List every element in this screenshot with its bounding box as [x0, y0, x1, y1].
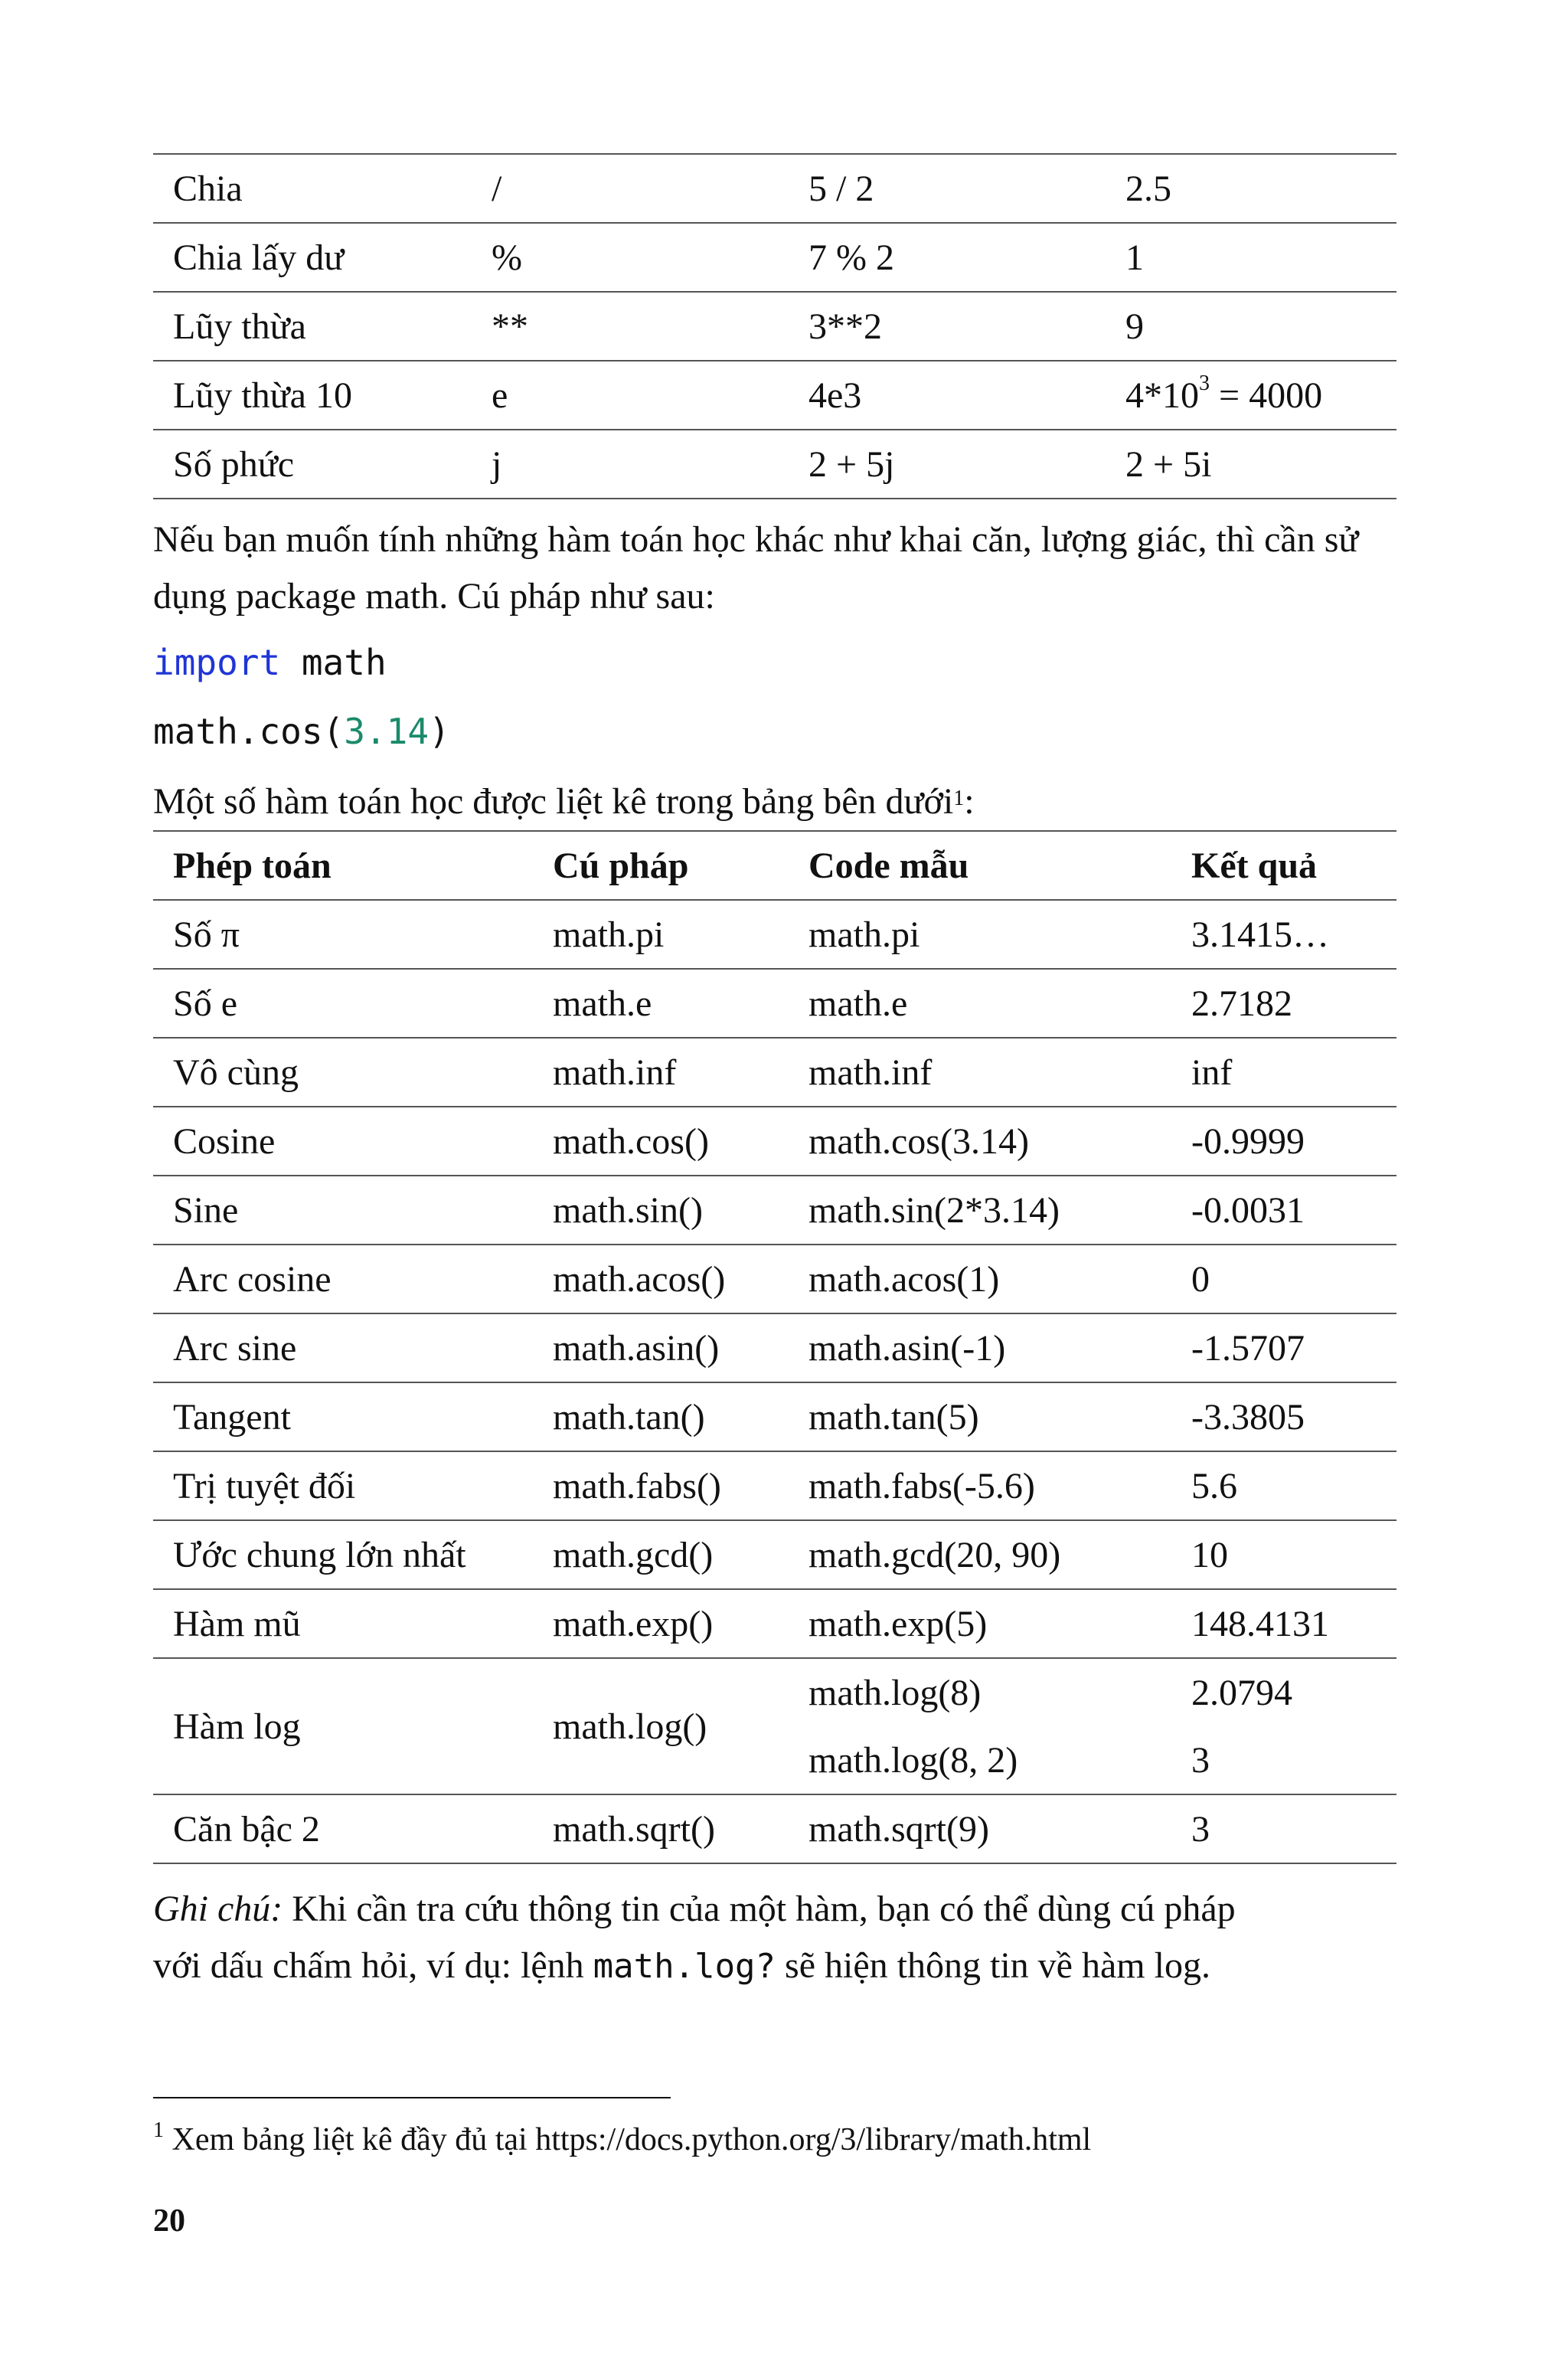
- syntax-cell: math.tan(): [533, 1382, 789, 1451]
- table-row: [153, 292, 1396, 361]
- table-row: [153, 223, 1396, 292]
- example-cell: math.tan(5): [789, 1382, 1171, 1451]
- table-row: [153, 1794, 1396, 1863]
- example-cell: 5 / 2: [789, 154, 1106, 223]
- note-line-2: [153, 1938, 1424, 1995]
- result-cell: 10: [1171, 1520, 1396, 1589]
- note-text: với dấu chấm hỏi, ví dụ: lệnh: [153, 1945, 593, 1986]
- table-row: [153, 1245, 1396, 1313]
- operators-table: [153, 153, 1396, 499]
- example-cell: math.fabs(-5.6): [789, 1451, 1171, 1520]
- op-cell: Chia: [153, 154, 472, 223]
- example-cell: math.pi: [789, 900, 1171, 969]
- result-cell: -3.3805: [1171, 1382, 1396, 1451]
- op-cell: Căn bậc 2: [153, 1794, 533, 1863]
- page-number: 20: [153, 2203, 185, 2239]
- math-functions-table: [153, 830, 1396, 1864]
- result-exponent: 3: [1199, 371, 1210, 395]
- footnote-mark: 1: [153, 2118, 164, 2142]
- note-text: sẽ hiện thông tin về hàm log.: [776, 1945, 1210, 1986]
- note-code: math.log?: [593, 1947, 776, 1986]
- example-cell: math.log(8, 2): [789, 1726, 1171, 1794]
- syntax-cell: **: [472, 292, 789, 361]
- syntax-cell: j: [472, 430, 789, 499]
- table-header-row: [153, 831, 1396, 900]
- op-cell: Arc cosine: [153, 1245, 533, 1313]
- op-cell: Lũy thừa 10: [153, 361, 472, 430]
- result-cell: 2 + 5i: [1106, 430, 1396, 499]
- result-cell: 2.7182: [1171, 969, 1396, 1038]
- example-cell: math.e: [789, 969, 1171, 1038]
- op-cell: Tangent: [153, 1382, 533, 1451]
- result-cell: 2.5: [1106, 154, 1396, 223]
- op-cell: Hàm log: [153, 1658, 533, 1794]
- example-cell: math.inf: [789, 1038, 1171, 1107]
- result-cell: [1106, 361, 1396, 430]
- note-line-1: [153, 1881, 1424, 1938]
- footnote: [153, 2118, 1092, 2158]
- table-row: [153, 1658, 1396, 1726]
- syntax-cell: math.sqrt(): [533, 1794, 789, 1863]
- footnote-ref: 1: [953, 787, 965, 810]
- code-text: ): [429, 711, 450, 752]
- table-caption: [153, 774, 1424, 830]
- footnote-text: Xem bảng liệt kê đầy đủ tại https://docs.python.org/3/library/math.html: [164, 2122, 1092, 2157]
- note-text: Khi cần tra cứu thông tin của một hàm, bạn có thể dùng cú pháp: [283, 1889, 1236, 1929]
- note-paragraph: [153, 1881, 1424, 1995]
- code-text: math: [280, 642, 387, 683]
- syntax-cell: /: [472, 154, 789, 223]
- table-row: [153, 1589, 1396, 1658]
- table-row: [153, 900, 1396, 969]
- table-row: [153, 1176, 1396, 1245]
- op-cell: Số phức: [153, 430, 472, 499]
- result-base: 4*10: [1125, 375, 1199, 416]
- example-cell: math.log(8): [808, 1672, 982, 1713]
- result-cell: 148.4131: [1171, 1589, 1396, 1658]
- op-cell: Chia lấy dư: [153, 223, 472, 292]
- syntax-cell: math.inf: [533, 1038, 789, 1107]
- code-line-cos: [153, 711, 450, 752]
- footnote-divider: [153, 2097, 671, 2098]
- example-cell: math.cos(3.14): [789, 1107, 1171, 1176]
- syntax-cell: %: [472, 223, 789, 292]
- example-cell: math.exp(5): [789, 1589, 1171, 1658]
- result-cell: 5.6: [1171, 1451, 1396, 1520]
- op-cell: Hàm mũ: [153, 1589, 533, 1658]
- op-cell: Trị tuyệt đối: [153, 1451, 533, 1520]
- op-cell: Cosine: [153, 1107, 533, 1176]
- note-label: Ghi chú:: [153, 1889, 283, 1929]
- result-cell: -0.0031: [1171, 1176, 1396, 1245]
- example-cell: math.asin(-1): [789, 1313, 1171, 1382]
- op-cell: Số π: [153, 900, 533, 969]
- syntax-cell: math.pi: [533, 900, 789, 969]
- op-cell: Sine: [153, 1176, 533, 1245]
- header-op: Phép toán: [153, 831, 533, 900]
- caption-tail: :: [964, 781, 975, 822]
- syntax-cell: math.cos(): [533, 1107, 789, 1176]
- op-cell: Arc sine: [153, 1313, 533, 1382]
- result-cell: 1: [1106, 223, 1396, 292]
- table-row: [153, 430, 1396, 499]
- header-example: Code mẫu: [789, 831, 1171, 900]
- header-result: Kết quả: [1171, 831, 1396, 900]
- table-row: [153, 1107, 1396, 1176]
- table-row: [153, 1382, 1396, 1451]
- result-tail: = 4000: [1210, 375, 1323, 416]
- result-cell: 9: [1106, 292, 1396, 361]
- table-row: [153, 969, 1396, 1038]
- result-cell: 2.0794: [1191, 1672, 1292, 1713]
- header-syntax: Cú pháp: [533, 831, 789, 900]
- op-cell: Số e: [153, 969, 533, 1038]
- example-cell: 3**2: [789, 292, 1106, 361]
- example-cell: 4e3: [789, 361, 1106, 430]
- result-cell: -1.5707: [1171, 1313, 1396, 1382]
- result-cell: 3: [1171, 1726, 1396, 1794]
- code-text: math.cos(: [153, 711, 345, 752]
- code-keyword: import: [153, 642, 281, 683]
- intro-paragraph: Nếu bạn muốn tính những hàm toán học khác như khai căn, lượng giác, thì cần sử dụng package math. Cú pháp như sau:: [153, 519, 1359, 617]
- result-cell: 3.1415…: [1171, 900, 1396, 969]
- caption-text: Một số hàm toán học được liệt kê trong bảng bên dưới: [153, 781, 954, 822]
- example-cell: 2 + 5j: [789, 430, 1106, 499]
- syntax-cell: math.sin(): [533, 1176, 789, 1245]
- syntax-cell: e: [472, 361, 789, 430]
- example-cell: math.gcd(20, 90): [789, 1520, 1171, 1589]
- table-row: [153, 1313, 1396, 1382]
- syntax-cell: math.fabs(): [533, 1451, 789, 1520]
- op-cell: Lũy thừa: [153, 292, 472, 361]
- result-cell: inf: [1171, 1038, 1396, 1107]
- syntax-cell: math.e: [533, 969, 789, 1038]
- example-cell: 7 % 2: [789, 223, 1106, 292]
- example-cell: math.sin(2*3.14): [789, 1176, 1171, 1245]
- syntax-cell: math.acos(): [533, 1245, 789, 1313]
- syntax-cell: math.gcd(): [533, 1520, 789, 1589]
- example-cell: math.sqrt(9): [789, 1794, 1171, 1863]
- table-row: [153, 1520, 1396, 1589]
- code-number: 3.14: [344, 711, 430, 752]
- op-cell: Vô cùng: [153, 1038, 533, 1107]
- table-row: [153, 1451, 1396, 1520]
- table-row: [153, 361, 1396, 430]
- code-line-import: [153, 642, 387, 683]
- table-row: [153, 1038, 1396, 1107]
- table-row: [153, 154, 1396, 223]
- syntax-cell: math.log(): [533, 1658, 789, 1794]
- result-cell: 0: [1171, 1245, 1396, 1313]
- result-cell: -0.9999: [1171, 1107, 1396, 1176]
- result-cell: 3: [1171, 1794, 1396, 1863]
- op-cell: Ước chung lớn nhất: [153, 1520, 533, 1589]
- example-cell: math.acos(1): [789, 1245, 1171, 1313]
- syntax-cell: math.asin(): [533, 1313, 789, 1382]
- syntax-cell: math.exp(): [533, 1589, 789, 1658]
